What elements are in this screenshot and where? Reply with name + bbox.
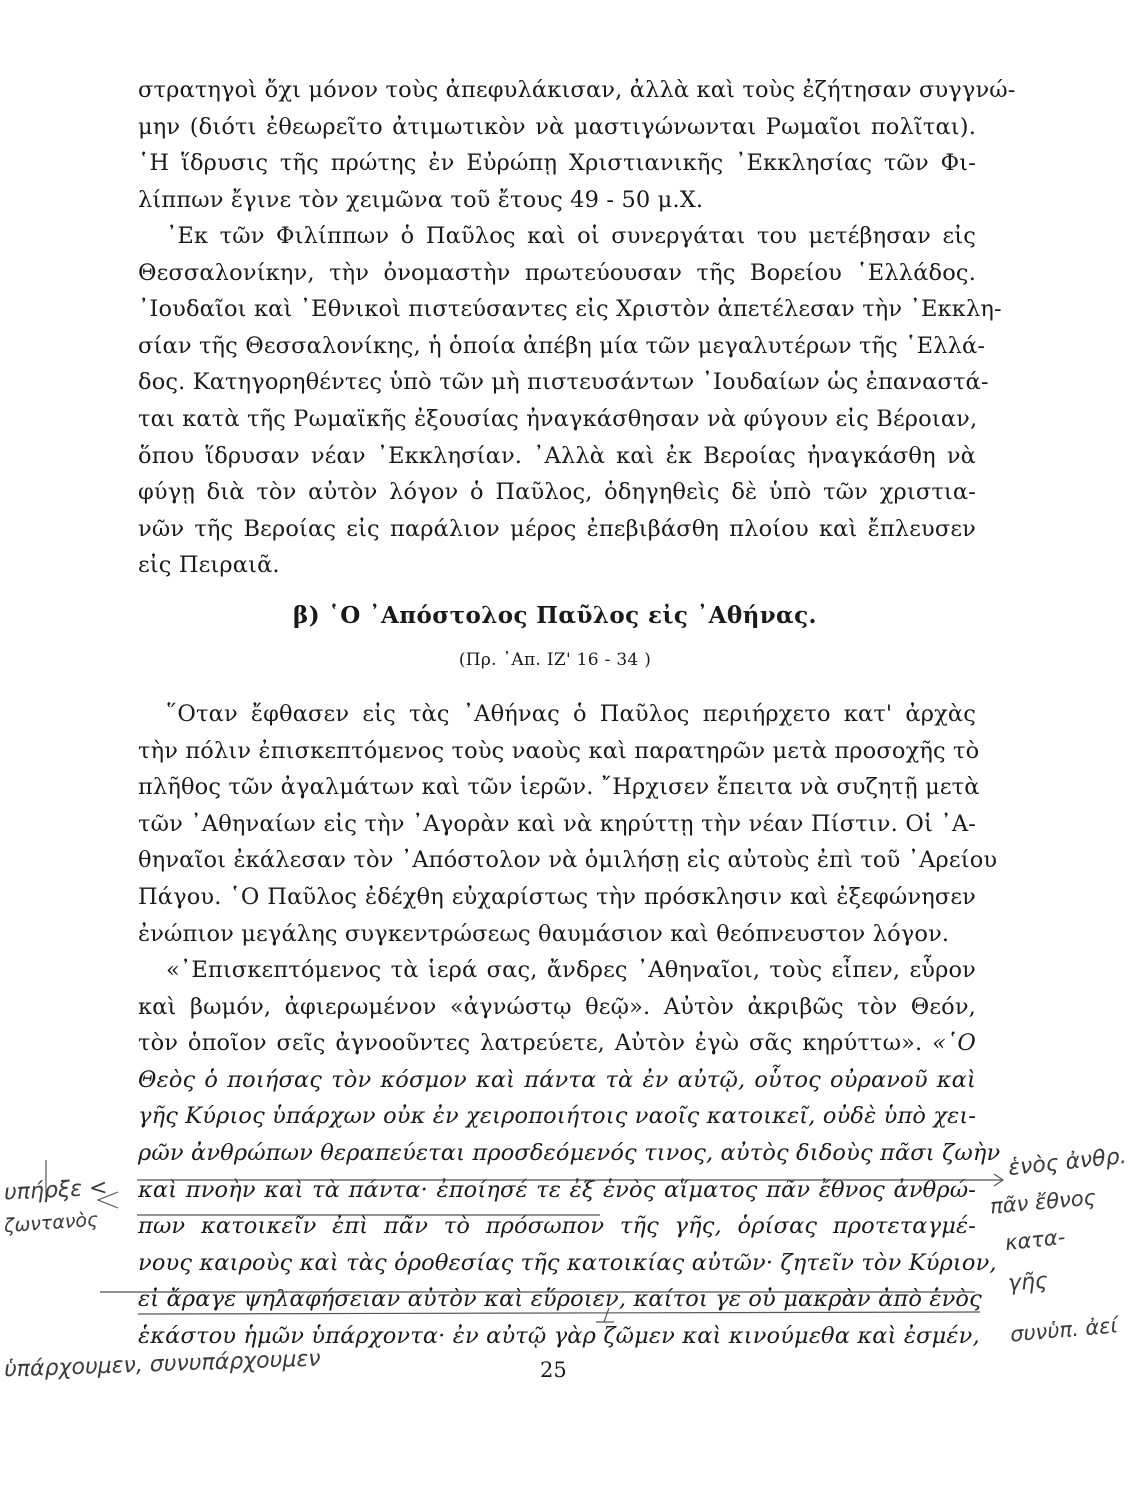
handwritten-note: υπήρξε < [3,1175,109,1206]
section-heading-text: β) ῾Ο ᾿Απόστολος Παῦλος εἰς ᾿Αθήνας. [293,602,817,629]
text-line: εἰς Πειραιᾶ. [138,552,280,579]
handwritten-note: ζωντανὸς [3,1208,99,1238]
text-line: ται κατὰ τῆς Ρωμαϊκῆς ἐξουσίας ἠναγκάσθησαν νὰ φύγουν εἰς Βέροιαν, [138,405,978,432]
text-line: μην (διότι ἐθεωρεῖτο ἀτιμωτικὸν νὰ μαστιγώνωνται Ρωμαῖοι πολῖται). [138,113,976,140]
section-reference-text: (Πρ. ᾿Απ. ΙΖ' 16 - 34 ) [458,650,652,670]
text-segment-roman: τὸν ὁποῖον σεῖς ἀγνοοῦντες λατρεύετε, Αὐτὸν ἐγὼ σᾶς κηρύττω». [138,1030,933,1057]
handwritten-note: γῆς [1007,1268,1049,1297]
handwritten-note: ὑπάρχουμεν, συνυπάρχουμεν [3,1346,321,1383]
page-number: 25 [540,1358,567,1382]
quote-line: ἑκάστου ἡμῶν ὑπάρχοντα· ἐν αὐτῷ γὰρ ζῶμεν καὶ κινούμεθα καὶ ἐσμέν, [138,1322,980,1349]
text-line: «᾿Επισκεπτόμενος τὰ ἱερά σας, ἄνδρες ᾿Αθηναῖοι, τοὺς εἶπεν, εὗρον [166,957,976,983]
text-line: ἐνώπιον μεγάλης συγκεντρώσεως θαυμάσιον καὶ θεόπνευστον λόγον. [138,920,950,947]
text-line: νῶν τῆς Βεροίας εἰς παράλιον μέρος ἐπεβιβάσθη πλοίου καὶ ἔπλευσεν [138,515,976,542]
quote-line: νους καιροὺς καὶ τὰς ὁροθεσίας τῆς κατοικίας αὐτῶν· ζητεῖν τὸν Κύριον, [138,1249,997,1276]
quote-line: ρῶν ἀνθρώπων θεραπεύεται προσδεόμενός τινος, αὐτὸς διδοὺς πᾶσι ζωὴν [138,1139,1001,1166]
text-line: ῞Οταν ἔφθασεν εἰς τὰς ᾿Αθήνας ὁ Παῦλος περιήρχετο κατ' ἀρχὰς [166,701,976,727]
text-line: Θεσσαλονίκην, τὴν ὀνομαστὴν πρωτεύουσαν τῆς Βορείου ῾Ελλάδος. [138,259,976,286]
handwritten-note: πᾶν ἔθνος [989,1185,1097,1219]
text-segment-italic: «῾Ο [932,1030,976,1057]
handwritten-note: κατα- [1003,1224,1067,1256]
text-line: φύγῃ διὰ τὸν αὐτὸν λόγον ὁ Παῦλος, ὁδηγηθεὶς δὲ ὑπὸ τῶν χριστια- [138,479,976,506]
quote-line: γῆς Κύριος ὑπάρχων οὐκ ἐν χειροποιήτοις ναοῖς κατοικεῖ, οὐδὲ ὑπὸ χει- [138,1103,977,1130]
text-line: ᾿Εκ τῶν Φιλίππων ὁ Παῦλος καὶ οἱ συνεργάται του μετέβησαν εἰς [166,223,976,249]
text-line: ᾿Ιουδαῖοι καὶ ᾿Εθνικοὶ πιστεύσαντες εἰς Χριστὸν ἀπετέλεσαν τὴν ᾿Εκκλη- [138,296,1002,323]
insertion-mark [604,1308,609,1322]
text-line: θηναῖοι ἐκάλεσαν τὸν ᾿Απόστολον νὰ ὁμιλήσῃ εἰς αὐτοὺς ἐπὶ τοῦ ᾿Αρείου [138,847,998,874]
quote-line: καὶ πνοὴν καὶ τὰ πάντα· ἐποίησέ τε ἐξ ἑνὸς αἵματος πᾶν ἔθνος ἀνθρώ- [138,1176,976,1203]
handwritten-note: συνὑπ. ἀεί [1009,1313,1119,1347]
underline-mark [138,1312,980,1314]
text-line: σίαν τῆς Θεσσαλονίκης, ἡ ὁποία ἀπέβη μία τῶν μεγαλυτέρων τῆς ῾Ελλά- [138,332,986,359]
text-line: δος. Κατηγορηθέντες ὑπὸ τῶν μὴ πιστευσάντων ᾿Ιουδαίων ὡς ἐπαναστά- [138,369,989,396]
quote-line: εἰ ἄραγε ψηλαφήσειαν αὐτὸν καὶ εὕροιεν, καίτοι γε οὐ μακρὰν ἀπὸ ἑνὸς [138,1286,982,1313]
text-line: Πάγου. ῾Ο Παῦλος ἐδέχθη εὐχαρίστως τὴν πρόσκλησιν καὶ ἐξεφώνησεν [138,883,976,910]
text-line: ῾Η ἵδρυσις τῆς πρώτης ἐν Εὐρώπῃ Χριστιανικῆς ᾿Εκκλησίας τῶν Φι- [138,150,976,177]
text-line: καὶ βωμόν, ἀφιερωμένον «ἀγνώστῳ θεῷ». Αὐτὸν ἀκριβῶς τὸν Θεόν, [138,993,976,1020]
text-line: στρατηγοὶ ὄχι μόνον τοὺς ἀπεφυλάκισαν, ἀλλὰ καὶ τοὺς ἐζήτησαν συγγνώ- [138,77,1016,103]
text-line: πλῆθος τῶν ἀγαλμάτων καὶ τῶν ἱερῶν. ῎Ηρχισεν ἔπειτα νὰ συζητῇ μετὰ [138,774,980,801]
text-line: τὴν πόλιν ἐπισκεπτόμενος τοὺς ναοὺς καὶ παρατηρῶν μετὰ προσοχῆς τὸ [138,737,980,764]
text-line: λίππων ἔγινε τὸν χειμῶνα τοῦ ἔτους 49 - 50 μ.Χ. [138,186,704,213]
quote-line: πων κατοικεῖν ἐπὶ πᾶν τὸ πρόσωπον τῆς γῆς, ὁρίσας προτεταγμέ- [138,1213,976,1240]
text-line: ὅπου ἵδρυσαν νέαν ᾿Εκκλησίαν. ᾿Αλλὰ καὶ ἐκ Βεροίας ἠναγκάσθη νὰ [138,442,976,469]
text-line: τῶν ᾿Αθηναίων εἰς τὴν ᾿Αγορὰν καὶ νὰ κηρύττῃ τὴν νέαν Πίστιν. Οἱ ᾿Α- [138,810,976,837]
handwritten-note: ἑνὸς ἀνθρ. [1007,1143,1128,1182]
quote-line: Θεὸς ὁ ποιήσας τὸν κόσμον καὶ πάντα τὰ ἐν αὐτῷ, οὗτος οὐρανοῦ καὶ [138,1066,976,1093]
